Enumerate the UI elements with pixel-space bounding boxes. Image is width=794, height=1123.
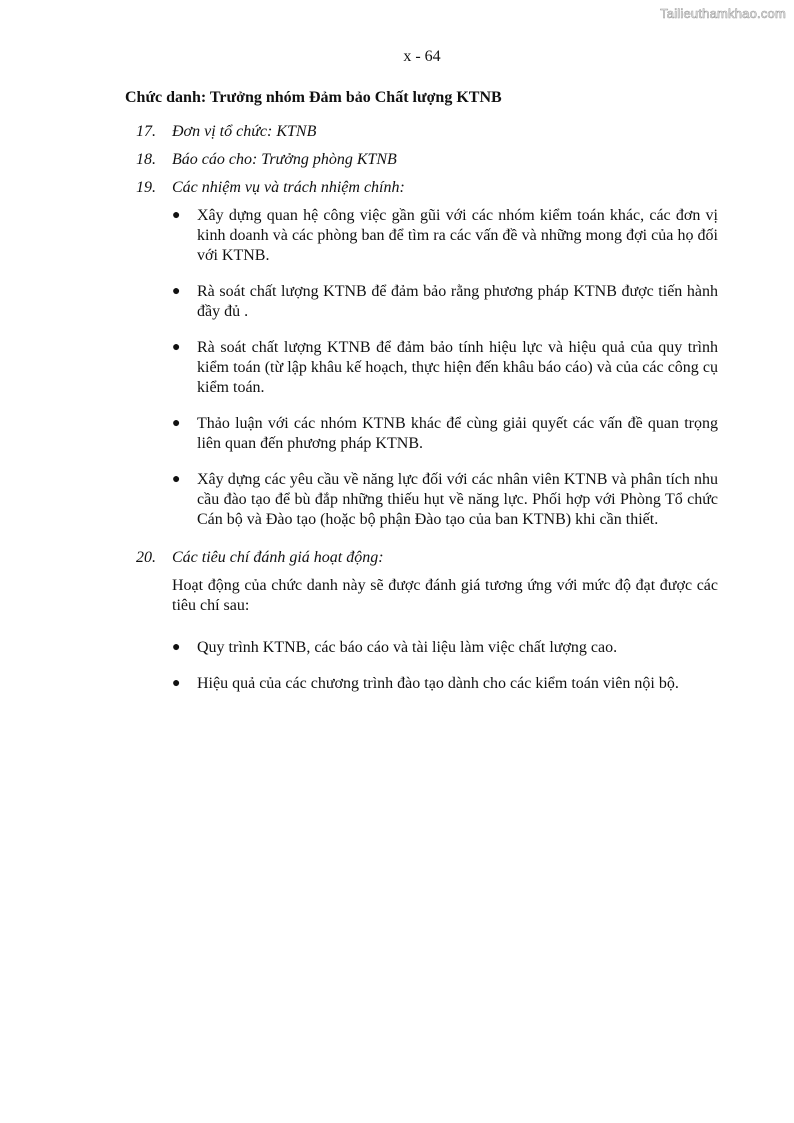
bullet-icon: ● bbox=[172, 416, 181, 431]
duty-bullet bbox=[172, 282, 718, 322]
duty-bullet bbox=[172, 470, 718, 530]
criteria-text: Hiệu quả của các chương trình đào tạo dành cho các kiểm toán viên nội bộ. bbox=[197, 675, 679, 692]
item-text: Các nhiệm vụ và trách nhiệm chính: bbox=[172, 179, 405, 196]
duty-text: Xây dựng các yêu cầu về năng lực đối với các nhân viên KTNB và phân tích nhu cầu đào tạo để bù đắp những thiếu hụt về năng lực. Phối hợp với Phòng Tổ chức Cán bộ và Đào tạo (hoặc bộ phận Đào tạo của ban KTNB) khi cần thiết. bbox=[197, 471, 718, 528]
item-text: Đơn vị tổ chức: KTNB bbox=[172, 123, 317, 140]
bullet-icon: ● bbox=[172, 472, 181, 487]
duty-bullet bbox=[172, 338, 718, 398]
bullet-icon: ● bbox=[172, 676, 181, 691]
list-item-criteria bbox=[125, 548, 718, 568]
criteria-list bbox=[172, 638, 718, 694]
list-item-reports-to bbox=[125, 150, 718, 170]
duty-bullet bbox=[172, 414, 718, 454]
criteria-bullet bbox=[172, 674, 718, 694]
duty-text: Rà soát chất lượng KTNB để đảm bảo rằng phương pháp KTNB được tiến hành đầy đủ . bbox=[197, 283, 718, 320]
item-number: 17. bbox=[136, 123, 156, 140]
item-number: 20. bbox=[136, 549, 156, 566]
watermark: Tailieuthamkhao.com bbox=[660, 6, 786, 21]
duty-text: Xây dựng quan hệ công việc gần gũi với các nhóm kiểm toán khác, các đơn vị kinh doanh và các phòng ban để tìm ra các vấn đề và những mong đợi của họ đối với KTNB. bbox=[197, 207, 718, 264]
bullet-icon: ● bbox=[172, 340, 181, 355]
item-text: Báo cáo cho: Trưởng phòng KTNB bbox=[172, 151, 397, 168]
bullet-icon: ● bbox=[172, 284, 181, 299]
item-number: 18. bbox=[136, 151, 156, 168]
page-title: Chức danh: Trưởng nhóm Đảm bảo Chất lượng KTNB bbox=[125, 89, 502, 106]
duties-list bbox=[172, 206, 718, 530]
bullet-icon: ● bbox=[172, 640, 181, 655]
criteria-text: Quy trình KTNB, các báo cáo và tài liệu làm việc chất lượng cao. bbox=[197, 639, 618, 656]
item-text: Các tiêu chí đánh giá hoạt động: bbox=[172, 549, 384, 566]
list-item-org-unit bbox=[125, 122, 718, 142]
duty-text: Thảo luận với các nhóm KTNB khác để cùng giải quyết các vấn đề quan trọng liên quan đến phương pháp KTNB. bbox=[197, 415, 718, 452]
criteria-intro: Hoạt động của chức danh này sẽ được đánh giá tương ứng với mức độ đạt được các tiêu chí sau: bbox=[172, 577, 718, 614]
page-number: x - 64 bbox=[403, 48, 441, 65]
item-number: 19. bbox=[136, 179, 156, 196]
bullet-icon: ● bbox=[172, 208, 181, 223]
duty-text: Rà soát chất lượng KTNB để đảm bảo tính hiệu lực và hiệu quả của quy trình kiểm toán (từ lập khâu kế hoạch, thực hiện đến khâu báo cáo) và của các công cụ kiểm toán. bbox=[197, 339, 718, 396]
document-body bbox=[125, 88, 718, 712]
criteria-bullet bbox=[172, 638, 718, 658]
duty-bullet bbox=[172, 206, 718, 266]
list-item-duties bbox=[125, 178, 718, 198]
